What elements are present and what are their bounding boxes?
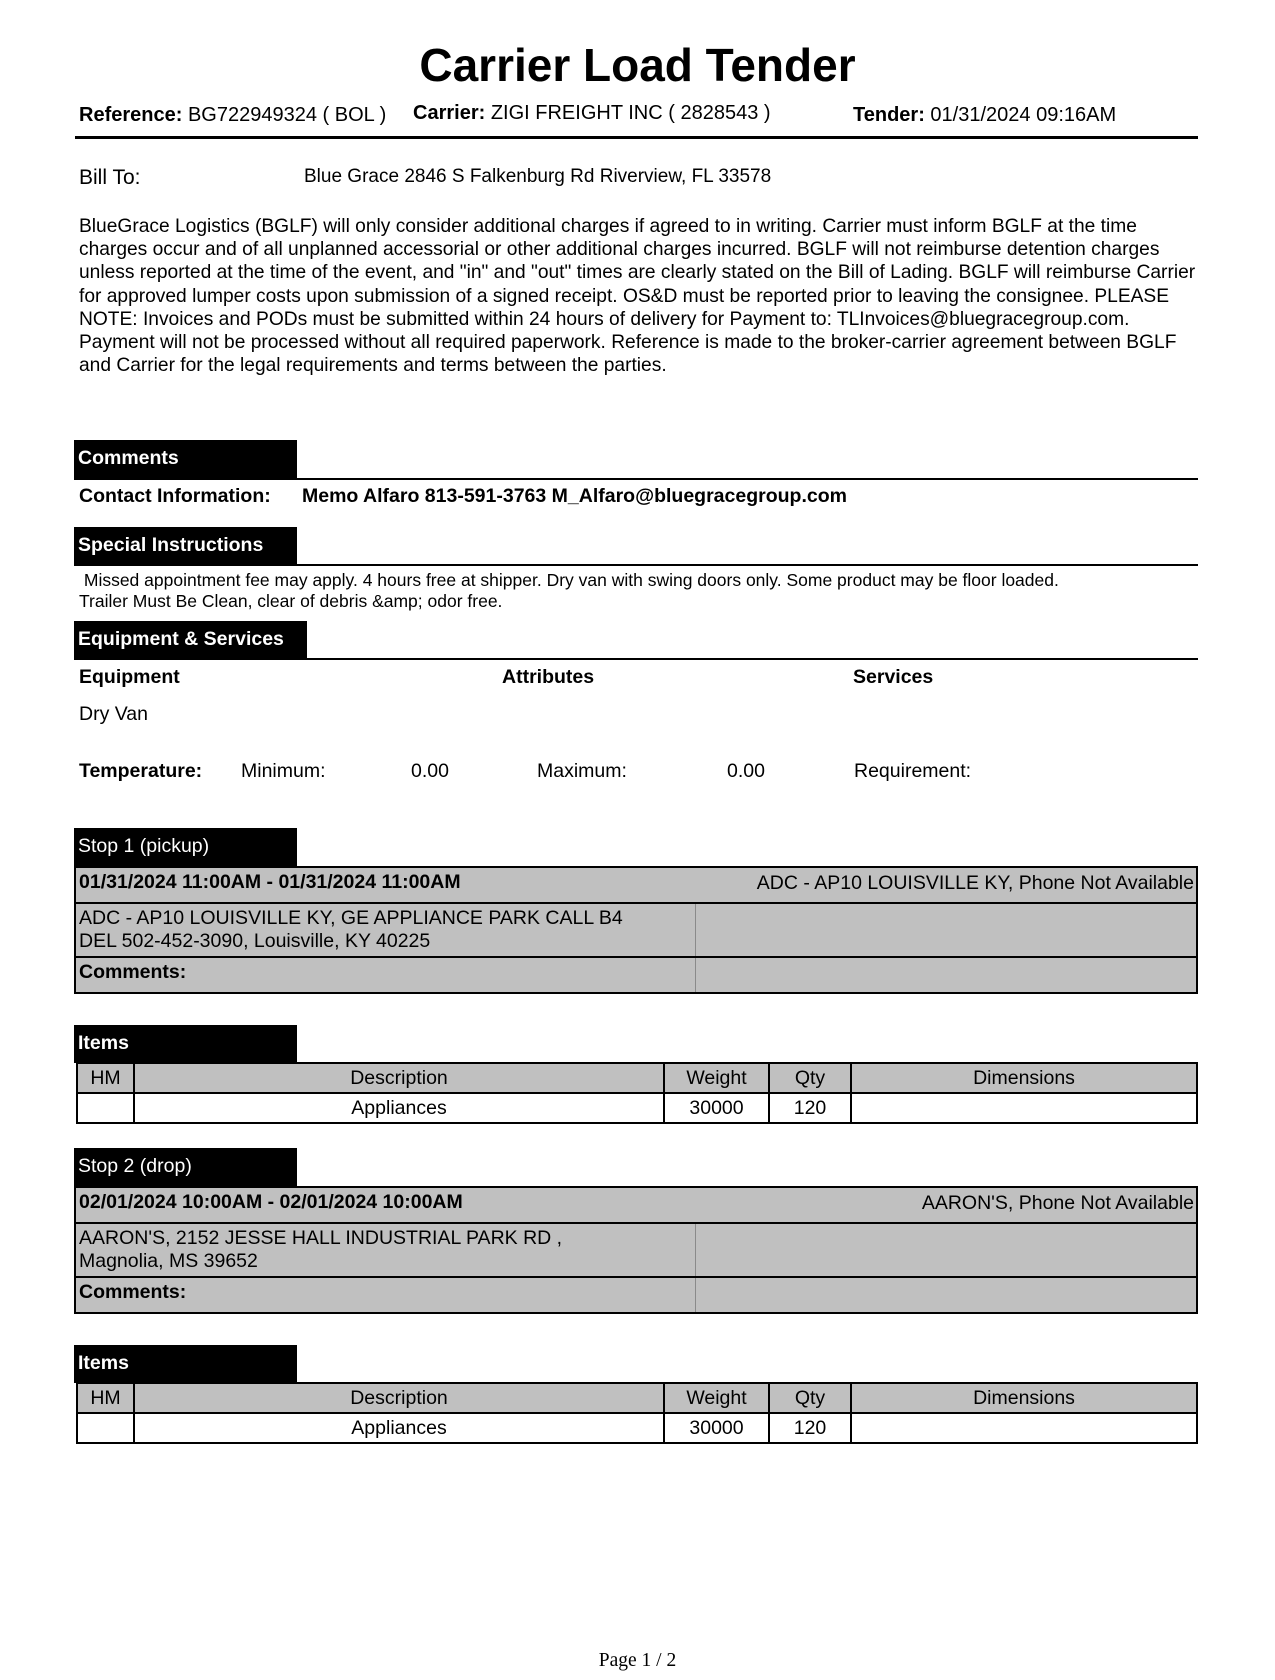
items-header-row	[77, 1383, 1197, 1413]
header-divider	[75, 136, 1198, 139]
tender-value: 01/31/2024 09:16AM	[930, 104, 1117, 126]
item-hm	[77, 1413, 134, 1443]
stop-2-heading: Stop 2 (drop)	[74, 1148, 297, 1186]
stop-1-comments-row	[76, 958, 1196, 992]
stop-1-window-row	[76, 868, 1196, 904]
stop-2-items-heading: Items	[74, 1345, 297, 1383]
stop-2-address-row	[76, 1224, 1196, 1278]
stop-2-items-table	[76, 1382, 1198, 1444]
stop-1-details	[74, 866, 1198, 994]
table-row	[77, 1093, 1197, 1123]
comments-divider	[74, 478, 1198, 480]
contact-info-value: Memo Alfaro 813-591-3763 M_Alfaro@bluegracegroup.com	[302, 485, 847, 507]
contact-info-label: Contact Information:	[79, 485, 271, 507]
stop-2-address-line-2: Magnolia, MS 39652	[79, 1250, 258, 1272]
special-instructions-line-1: Missed appointment fee may apply. 4 hours free at shipper. Dry van with swing doors only. Some product may be floor loaded.	[79, 570, 1059, 590]
services-column-header: Services	[853, 666, 934, 688]
items-header-row	[77, 1063, 1197, 1093]
items-col-description: Description	[134, 1063, 664, 1093]
special-instructions-heading: Special Instructions	[74, 527, 297, 565]
items-col-hm: HM	[77, 1063, 134, 1093]
items-col-weight: Weight	[664, 1383, 769, 1413]
item-weight: 30000	[664, 1093, 769, 1123]
stop-2-address-line-1: AARON'S, 2152 JESSE HALL INDUSTRIAL PARK RD ,	[79, 1227, 563, 1249]
items-col-qty: Qty	[769, 1063, 851, 1093]
items-col-description: Description	[134, 1383, 664, 1413]
stop-1-address	[76, 904, 696, 956]
items-col-dimensions: Dimensions	[851, 1383, 1197, 1413]
item-description: Appliances	[134, 1413, 664, 1443]
stop-2-window-row	[76, 1188, 1196, 1224]
tender-field	[853, 104, 1116, 127]
stop-1-address-row	[76, 904, 1196, 958]
stop-2-window: 02/01/2024 10:00AM - 02/01/2024 10:00AM	[79, 1191, 463, 1213]
temperature-minimum-value: 0.00	[411, 760, 449, 782]
special-instructions-divider	[74, 564, 1198, 566]
document-title: Carrier Load Tender	[419, 39, 856, 91]
bill-to-value: Blue Grace 2846 S Falkenburg Rd Riverview, FL 33578	[304, 166, 772, 187]
carrier-value: ZIGI FREIGHT INC ( 2828543 )	[490, 102, 771, 124]
reference-label: Reference:	[79, 104, 183, 126]
temperature-minimum-label: Minimum:	[241, 760, 326, 782]
comments-heading: Comments	[74, 440, 297, 478]
bill-to-label: Bill To:	[79, 166, 141, 189]
items-col-hm: HM	[77, 1383, 134, 1413]
items-col-dimensions: Dimensions	[851, 1063, 1197, 1093]
stop-2-details	[74, 1186, 1198, 1314]
page-number: Page 1 / 2	[598, 1650, 677, 1671]
temperature-maximum-value: 0.00	[727, 760, 765, 782]
item-hm	[77, 1093, 134, 1123]
equipment-services-divider	[74, 658, 1198, 660]
item-dimensions	[851, 1093, 1197, 1123]
carrier-field	[413, 102, 771, 125]
temperature-maximum-label: Maximum:	[537, 760, 627, 782]
stop-1-heading: Stop 1 (pickup)	[74, 828, 297, 866]
item-qty: 120	[769, 1413, 851, 1443]
stop-1-window: 01/31/2024 11:00AM - 01/31/2024 11:00AM	[79, 871, 461, 893]
attributes-column-header: Attributes	[502, 666, 595, 688]
item-dimensions	[851, 1413, 1197, 1443]
stop-1-items-heading: Items	[74, 1025, 297, 1063]
item-description: Appliances	[134, 1093, 664, 1123]
stop-1-location-summary: ADC - AP10 LOUISVILLE KY, Phone Not Available	[756, 872, 1194, 894]
stop-1-address-line-1: ADC - AP10 LOUISVILLE KY, GE APPLIANCE PARK CALL B4	[79, 907, 623, 929]
terms-paragraph: BlueGrace Logistics (BGLF) will only consider additional charges if agreed to in writing. Carrier must inform BGLF at the time charges occur and of all unplanned accessorial or other additional charges incurred. BGLF will not reimburse detention charges unless reported at the time of the event, and "in" and "out" times are clearly stated on the Bill of Lading. BGLF will reimburse Carrier for approved lumper costs upon submission of a signed receipt. OS&D must be reported prior to leaving the consignee. PLEASE NOTE: Invoices and PODs must be submitted within 24 hours of delivery for Payment to: TLInvoices@bluegracegroup.com. Payment will not be processed without all required paperwork. Reference is made to the broker-carrier agreement between BGLF and Carrier for the legal requirements and terms between the parties.	[79, 216, 1196, 377]
stop-2-comments-row	[76, 1278, 1196, 1312]
equipment-column-header: Equipment	[79, 666, 180, 688]
carrier-label: Carrier:	[413, 102, 486, 124]
table-row	[77, 1413, 1197, 1443]
tender-label: Tender:	[853, 104, 925, 126]
item-weight: 30000	[664, 1413, 769, 1443]
equipment-services-heading: Equipment & Services	[74, 621, 307, 659]
reference-field	[79, 104, 386, 127]
temperature-label: Temperature:	[79, 760, 203, 782]
stop-2-location-summary: AARON'S, Phone Not Available	[921, 1192, 1194, 1214]
stop-2-address	[76, 1224, 696, 1276]
items-col-qty: Qty	[769, 1383, 851, 1413]
stop-2-comments-label: Comments:	[76, 1278, 696, 1312]
special-instructions-line-2: Trailer Must Be Clean, clear of debris &amp; odor free.	[79, 591, 503, 611]
item-qty: 120	[769, 1093, 851, 1123]
reference-value: BG722949324 ( BOL )	[187, 104, 387, 126]
temperature-requirement-label: Requirement:	[854, 760, 972, 782]
items-col-weight: Weight	[664, 1063, 769, 1093]
stop-1-items-table	[76, 1062, 1198, 1124]
stop-1-comments-label: Comments:	[76, 958, 696, 992]
equipment-value: Dry Van	[79, 703, 148, 725]
stop-1-address-line-2: DEL 502-452-3090, Louisville, KY 40225	[79, 930, 431, 952]
